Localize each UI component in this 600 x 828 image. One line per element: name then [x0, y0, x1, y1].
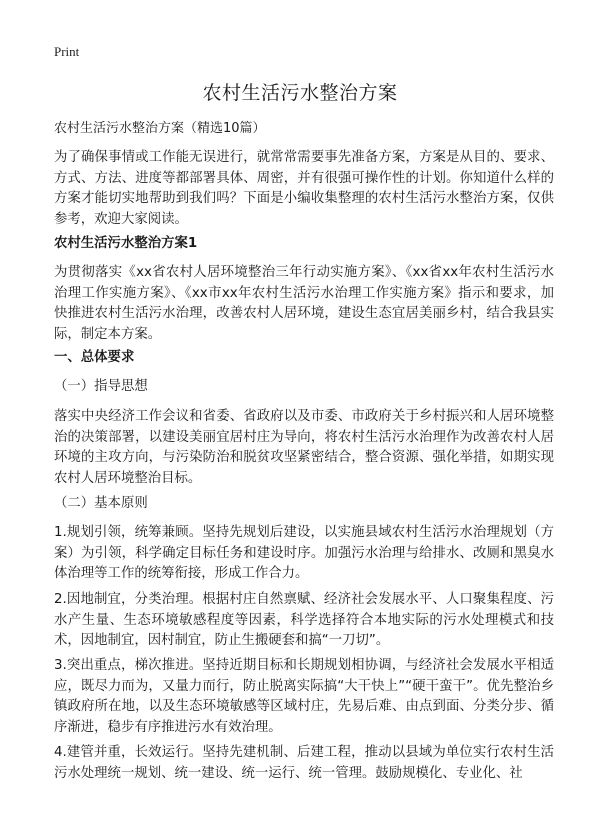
page-title: 农村生活污水整治方案 — [202, 82, 398, 104]
guiding-ideology-paragraph: 落实中央经济工作会议和省委、省政府以及市委、市政府关于乡村振兴和人居环境整治的决策部署，以建设美丽宜居村庄为导向，将农村生活污水治理作为改善农村人居环境的主攻方向，与污染防治和脱贫攻坚紧密结合，整合资源、强化举措，如期实现农村人居环境整治目标。 — [54, 409, 554, 486]
basic-principles-heading: （二）基本原则 — [54, 496, 148, 511]
section1-heading: 一、总体要求 — [54, 350, 135, 365]
document-subtitle: 农村生活污水整治方案（精选10篇） — [54, 121, 266, 136]
guiding-ideology-heading: （一）指导思想 — [54, 379, 148, 394]
print-link[interactable]: Print — [54, 44, 80, 59]
principle-1-paragraph: 1.规划引领，统筹兼顾。坚持先规划后建设，以实施县域农村生活污水治理规划（方案）为引领，科学确定目标任务和建设时序。加强污水治理与给排水、改厕和黑臭水体治理等工作的统筹衔接，形成工作合力。 — [54, 525, 554, 581]
intro-paragraph: 为了确保事情或工作能无误进行，就常常需要事先准备方案，方案是从目的、要求、方式、方法、进度等都部署具体、周密，并有很强可操作性的计划。你知道什么样的方案才能切实地帮助到我们吗？下面是小编收集整理的农村生活污水整治方案，仅供参考，欢迎大家阅读。 — [54, 150, 554, 227]
plan1-heading: 农村生活污水整治方案1 — [54, 236, 198, 251]
principle-4-paragraph: 4.建管并重，长效运行。坚持先建机制、后建工程，推动以县域为单位实行农村生活污水处理统一规划、统一建设、统一运行、统一管理。鼓励规模化、专业化、社 — [54, 745, 554, 781]
principle-2-paragraph: 2.因地制宜，分类治理。根据村庄自然禀赋、经济社会发展水平、人口聚集程度、污水产生量、生态环境敏感程度等因素，科学选择符合本地实际的污水处理模式和技术，因地制宜，因村制宜，防止生搬硬套和搞“一刀切”。 — [54, 592, 554, 648]
plan1-intro-paragraph: 为贯彻落实《xx省农村人居环境整治三年行动实施方案》、《xx省xx年农村生活污水治理工作实施方案》、《xx市xx年农村生活污水治理工作实施方案》指示和要求，加快推进农村生活污水治理，改善农村人居环境，建设生态宜居美丽乡村，结合我县实际，制定本方案。 — [54, 265, 554, 342]
principle-3-paragraph: 3.突出重点，梯次推进。坚持近期目标和长期规划相协调，与经济社会发展水平相适应，既尽力而为，又量力而行，防止脱离实际搞“大干快上”“硬干蛮干”。优先整治乡镇政府所在地，以及生态环境敏感等区域村庄，先易后难、由点到面、分类分步、循序渐进，稳步有序推进污水有效治理。 — [54, 658, 554, 735]
